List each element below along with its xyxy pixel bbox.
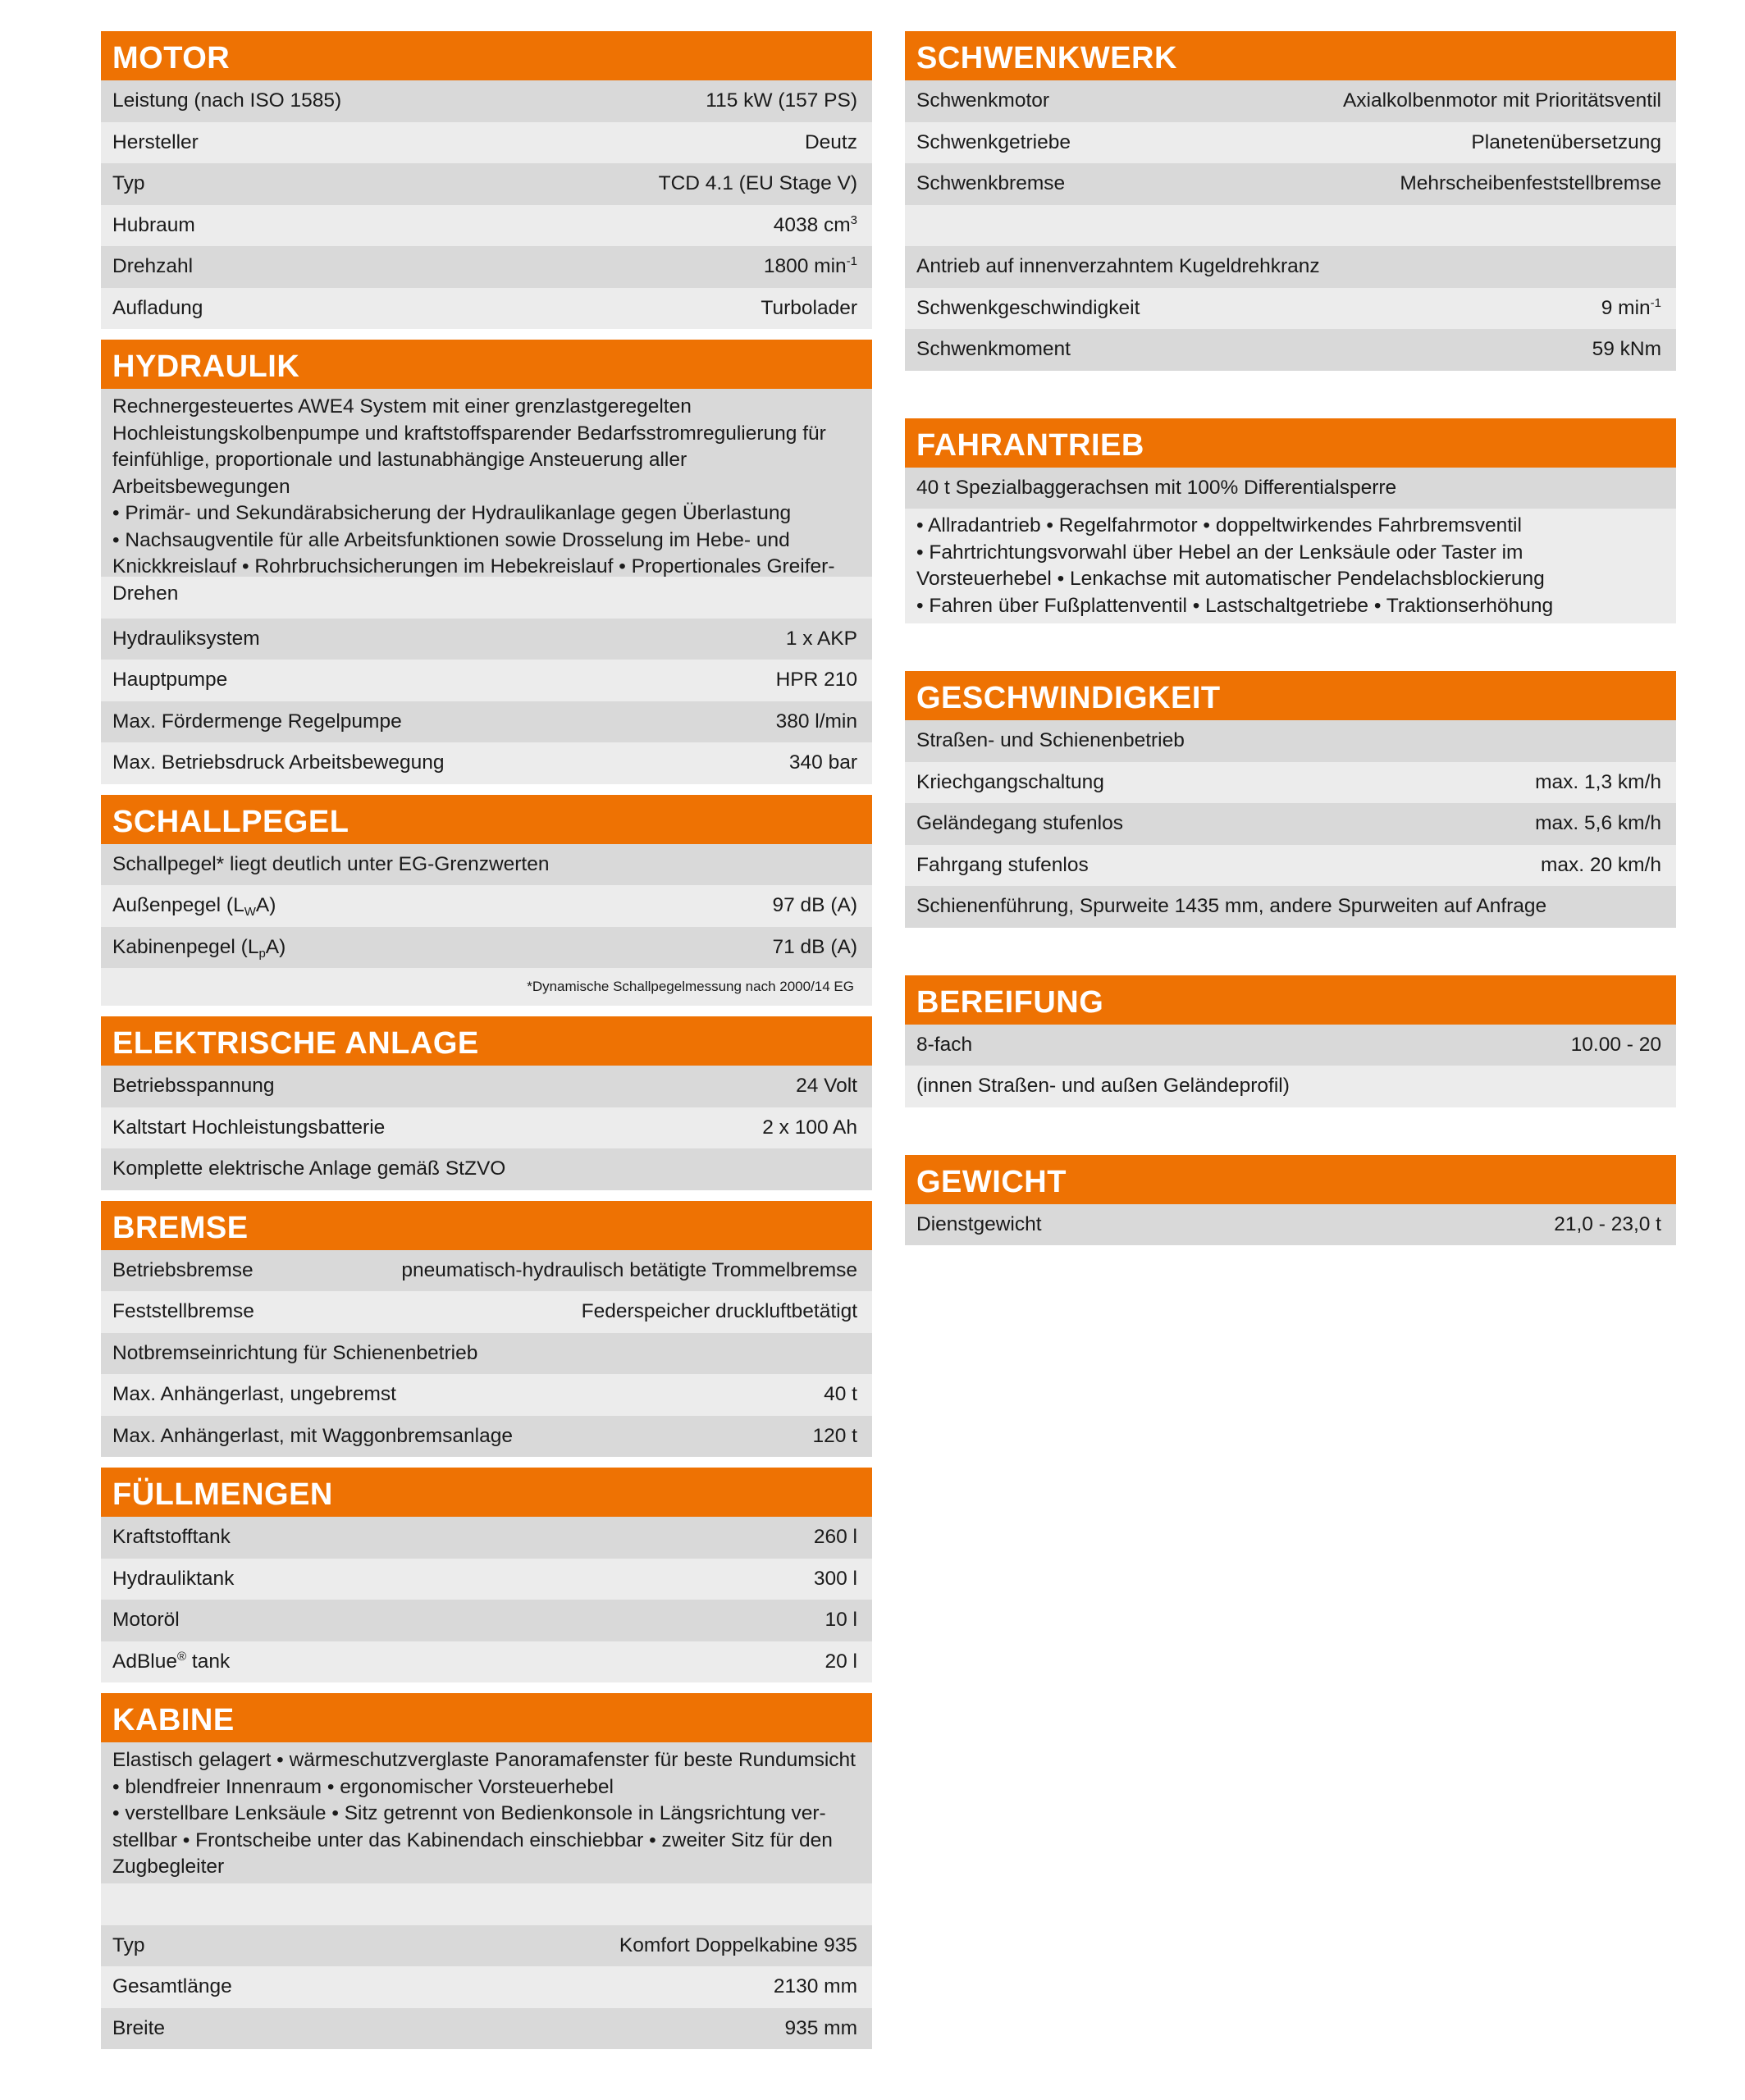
label-sub: W	[244, 905, 256, 920]
description-block	[905, 509, 1676, 623]
spec-value: 380 l/min	[775, 710, 857, 733]
section-title: BREMSE	[101, 1201, 872, 1250]
spec-label: Typ	[112, 172, 145, 195]
label-sub: p	[258, 946, 266, 961]
spec-value: 120 t	[812, 1424, 857, 1447]
spec-label: Max. Anhängerlast, ungebremst	[112, 1383, 396, 1406]
spec-label	[112, 1650, 230, 1673]
spec-label: Komplette elektrische Anlage gemäß StZVO	[112, 1157, 506, 1180]
spec-value: 260 l	[813, 1526, 857, 1549]
spec-label: Antrieb auf innenverzahntem Kugeldrehkranz	[916, 255, 1320, 278]
spec-label: Gesamtlänge	[112, 1975, 232, 1998]
spec-row	[101, 1107, 872, 1149]
description-line: Drehen	[112, 582, 179, 605]
spec-row	[101, 701, 872, 743]
description-line: Hochleistungskolbenpumpe und kraftstoffsparender Bedarfsstromregulierung für	[112, 422, 826, 445]
section-title: FÜLLMENGEN	[101, 1468, 872, 1517]
spec-label: Leistung (nach ISO 1585)	[112, 89, 342, 112]
description-line: • verstellbare Lenksäule • Sitz getrennt von Bedienkonsole in Längsrichtung ver-	[112, 1802, 826, 1824]
description-line: feinfühlige, proportionale und lastunabhängige Ansteuerung aller Arbeitsbewegungen	[112, 449, 687, 498]
section-title: BEREIFUNG	[905, 975, 1676, 1025]
spec-row	[905, 1025, 1676, 1066]
description-line: • Primär- und Sekundärabsicherung der Hydraulikanlage gegen Überlastung	[112, 502, 792, 524]
spec-label: 40 t Spezialbaggerachsen mit 100% Differentialsperre	[916, 476, 1397, 499]
spec-value: 300 l	[813, 1567, 857, 1590]
spec-label	[112, 936, 286, 959]
spec-value: 340 bar	[788, 751, 857, 774]
spec-row	[905, 288, 1676, 330]
spec-row	[905, 720, 1676, 762]
section-title: GEWICHT	[905, 1155, 1676, 1204]
spec-value: 24 Volt	[796, 1075, 857, 1098]
spec-row	[905, 762, 1676, 804]
spec-row	[905, 80, 1676, 122]
section-bereifung	[905, 975, 1676, 1107]
spec-value: 2130 mm	[773, 1975, 857, 1998]
spec-row	[101, 205, 872, 247]
section-title: SCHWENKWERK	[905, 31, 1676, 80]
section-title: MOTOR	[101, 31, 872, 80]
section-elektrik	[101, 1016, 872, 1190]
spec-value: 71 dB (A)	[772, 935, 857, 958]
spec-row	[101, 742, 872, 784]
spec-label: Betriebsspannung	[112, 1075, 275, 1098]
value-text: 9 min	[1601, 296, 1651, 319]
spec-row	[905, 845, 1676, 887]
section-geschwindigkeit	[905, 671, 1676, 928]
spec-row	[101, 844, 872, 886]
description-block	[101, 1742, 872, 1883]
spec-value: Axialkolbenmotor mit Prioritätsventil	[1342, 89, 1661, 112]
description-line: • Fahren über Fußplattenventil • Lastschaltgetriebe • Traktionserhöhung	[916, 594, 1554, 617]
spec-label: Betriebsbremse	[112, 1258, 254, 1281]
spec-label: Schwenkmotor	[916, 89, 1050, 112]
section-title: HYDRAULIK	[101, 340, 872, 389]
spec-label: Straßen- und Schienenbetrieb	[916, 729, 1185, 752]
spec-value: 1 x AKP	[785, 627, 857, 650]
description-block	[101, 389, 872, 605]
spec-label: Fahrgang stufenlos	[916, 853, 1089, 876]
spec-row	[101, 246, 872, 288]
label-text: tank	[186, 1650, 231, 1673]
spec-row	[101, 1291, 872, 1333]
spec-row	[101, 163, 872, 205]
spec-label: Hydrauliksystem	[112, 627, 260, 650]
spec-value: 59 kNm	[1592, 338, 1661, 361]
section-title: SCHALLPEGEL	[101, 795, 872, 844]
spec-row	[101, 1374, 872, 1416]
spec-value: 40 t	[824, 1383, 857, 1406]
spec-row	[101, 288, 872, 330]
spec-row	[101, 619, 872, 660]
spec-label: Typ	[112, 1933, 145, 1956]
spec-row	[905, 246, 1676, 288]
value-sup: -1	[846, 254, 857, 269]
spec-label: Kraftstofftank	[112, 1526, 231, 1549]
spec-label: Schwenkmoment	[916, 338, 1071, 361]
spec-row	[101, 885, 872, 927]
spec-value: 20 l	[825, 1650, 857, 1673]
spec-value: 21,0 - 23,0 t	[1554, 1212, 1661, 1235]
spec-label: Max. Fördermenge Regelpumpe	[112, 710, 402, 733]
description-line: Knickkreislauf • Rohrbruchsicherungen im Hebekreislauf • Propertionales Greifer-	[112, 555, 835, 578]
label-sup: ®	[177, 1649, 187, 1664]
spec-label: Hubraum	[112, 213, 195, 236]
spec-row	[101, 1333, 872, 1375]
spec-value	[774, 214, 857, 237]
section-fahrantrieb	[905, 418, 1676, 624]
spec-label	[112, 894, 276, 920]
spec-value: Planetenübersetzung	[1471, 130, 1661, 153]
spec-row	[905, 1204, 1676, 1246]
spec-row	[101, 927, 872, 969]
spec-row	[101, 660, 872, 701]
spec-row	[101, 122, 872, 164]
spec-row	[101, 1148, 872, 1190]
spec-row	[905, 163, 1676, 205]
spec-value: TCD 4.1 (EU Stage V)	[658, 172, 857, 195]
spec-row	[101, 1966, 872, 2008]
spec-value: 2 x 100 Ah	[762, 1116, 857, 1139]
spec-label: 8-fach	[916, 1033, 973, 1056]
spec-label: Dienstgewicht	[916, 1212, 1042, 1235]
spec-value	[764, 255, 857, 278]
label-text: A)	[265, 935, 286, 958]
spec-label: Schwenkbremse	[916, 172, 1066, 195]
spec-value: pneumatisch-hydraulisch betätigte Trommelbremse	[401, 1258, 857, 1281]
spec-label: Schienenführung, Spurweite 1435 mm, andere Spurweiten auf Anfrage	[916, 895, 1547, 918]
empty-row	[101, 577, 872, 619]
section-hydraulik	[101, 340, 872, 784]
spec-label: Hersteller	[112, 130, 199, 153]
section-motor	[101, 31, 872, 329]
spec-value: 97 dB (A)	[772, 894, 857, 917]
description-line: Zugbegleiter	[112, 1856, 225, 1878]
spec-label: Aufladung	[112, 296, 203, 319]
spec-row	[101, 1600, 872, 1641]
spec-row	[905, 468, 1676, 509]
spec-value: 10 l	[825, 1609, 857, 1632]
spec-label: Motoröl	[112, 1609, 180, 1632]
spec-label: (innen Straßen- und außen Geländeprofil)	[916, 1075, 1290, 1098]
section-gewicht	[905, 1155, 1676, 1246]
spec-value: Federspeicher druckluftbetätigt	[581, 1300, 857, 1323]
spec-row	[101, 1066, 872, 1107]
spec-label: Max. Betriebsdruck Arbeitsbewegung	[112, 751, 445, 774]
spec-value: Turbolader	[761, 296, 857, 319]
spec-label: Schwenkgeschwindigkeit	[916, 296, 1140, 319]
value-text: 4038 cm	[773, 213, 851, 236]
section-title: FAHRANTRIEB	[905, 418, 1676, 468]
spec-row	[101, 80, 872, 122]
spec-label: Max. Anhängerlast, mit Waggonbremsanlage	[112, 1424, 513, 1447]
spec-value: 935 mm	[784, 2016, 857, 2039]
description-line: Rechnergesteuertes AWE4 System mit einer grenzlastgeregelten	[112, 395, 692, 418]
description-line: stellbar • Frontscheibe unter das Kabinendach einschiebbar • zweiter Sitz für den	[112, 1828, 833, 1851]
spec-row	[101, 1517, 872, 1559]
spec-label: Kaltstart Hochleistungsbatterie	[112, 1116, 386, 1139]
spec-row	[101, 1641, 872, 1683]
description-line: • blendfreier Innenraum • ergonomischer Vorsteuerhebel	[112, 1775, 614, 1798]
empty-row	[101, 1883, 872, 1925]
spec-value: 10.00 - 20	[1570, 1033, 1661, 1056]
spec-value: Mehrscheibenfeststellbremse	[1400, 172, 1661, 195]
section-schallpegel	[101, 795, 872, 1007]
spec-row	[905, 1066, 1676, 1107]
spec-row	[905, 329, 1676, 371]
section-schwenkwerk	[905, 31, 1676, 371]
right-column	[905, 31, 1676, 1245]
spec-value: HPR 210	[775, 669, 857, 692]
spec-row	[905, 803, 1676, 845]
description-line: Elastisch gelagert • wärmeschutzverglaste Panoramafenster für beste Rundumsicht	[112, 1749, 856, 1771]
spec-value: Komfort Doppelkabine 935	[619, 1933, 857, 1956]
spec-row	[101, 1925, 872, 1967]
description-line: • Fahrtrichtungsvorwahl über Hebel an der Lenksäule oder Taster im	[916, 541, 1523, 564]
spec-row	[101, 1559, 872, 1600]
section-title: GESCHWINDIGKEIT	[905, 671, 1676, 720]
spec-value: Deutz	[804, 130, 857, 153]
description-line: • Allradantrieb • Regelfahrmotor • doppeltwirkendes Fahrbremsventil	[916, 514, 1522, 536]
empty-row	[905, 205, 1676, 247]
spec-label: Notbremseinrichtung für Schienenbetrieb	[112, 1341, 478, 1364]
spec-label: Hydrauliktank	[112, 1567, 235, 1590]
spec-row	[101, 1416, 872, 1458]
spec-label: Kriechgangschaltung	[916, 770, 1104, 793]
spec-value: max. 1,3 km/h	[1535, 770, 1661, 793]
spec-label: Geländegang stufenlos	[916, 812, 1123, 835]
section-bremse	[101, 1201, 872, 1458]
spec-label: Schallpegel* liegt deutlich unter EG-Grenzwerten	[112, 852, 550, 875]
spec-label: Drehzahl	[112, 255, 194, 278]
spec-row	[905, 122, 1676, 164]
spec-row	[101, 2008, 872, 2050]
section-fuellmengen	[101, 1468, 872, 1682]
left-column	[101, 31, 872, 2049]
section-title: KABINE	[101, 1693, 872, 1742]
spec-row	[905, 886, 1676, 928]
description-line: • Nachsaugventile für alle Arbeitsfunktionen sowie Drosselung im Hebe- und	[112, 528, 790, 551]
description-line: Vorsteuerhebel • Lenkachse mit automatischer Pendelachsblockierung	[916, 568, 1545, 590]
spec-label: Hauptpumpe	[112, 669, 228, 692]
section-title: ELEKTRISCHE ANLAGE	[101, 1016, 872, 1066]
spec-value: max. 20 km/h	[1540, 853, 1661, 876]
label-text: A)	[255, 894, 276, 917]
label-text: Außenpegel (L	[112, 894, 244, 917]
label-text: AdBlue	[112, 1650, 178, 1673]
spec-label: Feststellbremse	[112, 1300, 254, 1323]
spec-value	[1601, 297, 1661, 320]
value-text: 1800 min	[763, 255, 847, 278]
value-sup: -1	[1650, 295, 1661, 310]
spec-row	[101, 1250, 872, 1292]
label-text: Kabinenpegel (L	[112, 935, 259, 958]
spec-label: Breite	[112, 2016, 166, 2039]
section-kabine	[101, 1693, 872, 2049]
spec-value: max. 5,6 km/h	[1535, 812, 1661, 835]
spec-label: Schwenkgetriebe	[916, 130, 1071, 153]
spec-value: 115 kW (157 PS)	[706, 89, 857, 112]
value-sup: 3	[850, 212, 857, 227]
footnote: *Dynamische Schallpegelmessung nach 2000/14 EG	[101, 968, 872, 1006]
